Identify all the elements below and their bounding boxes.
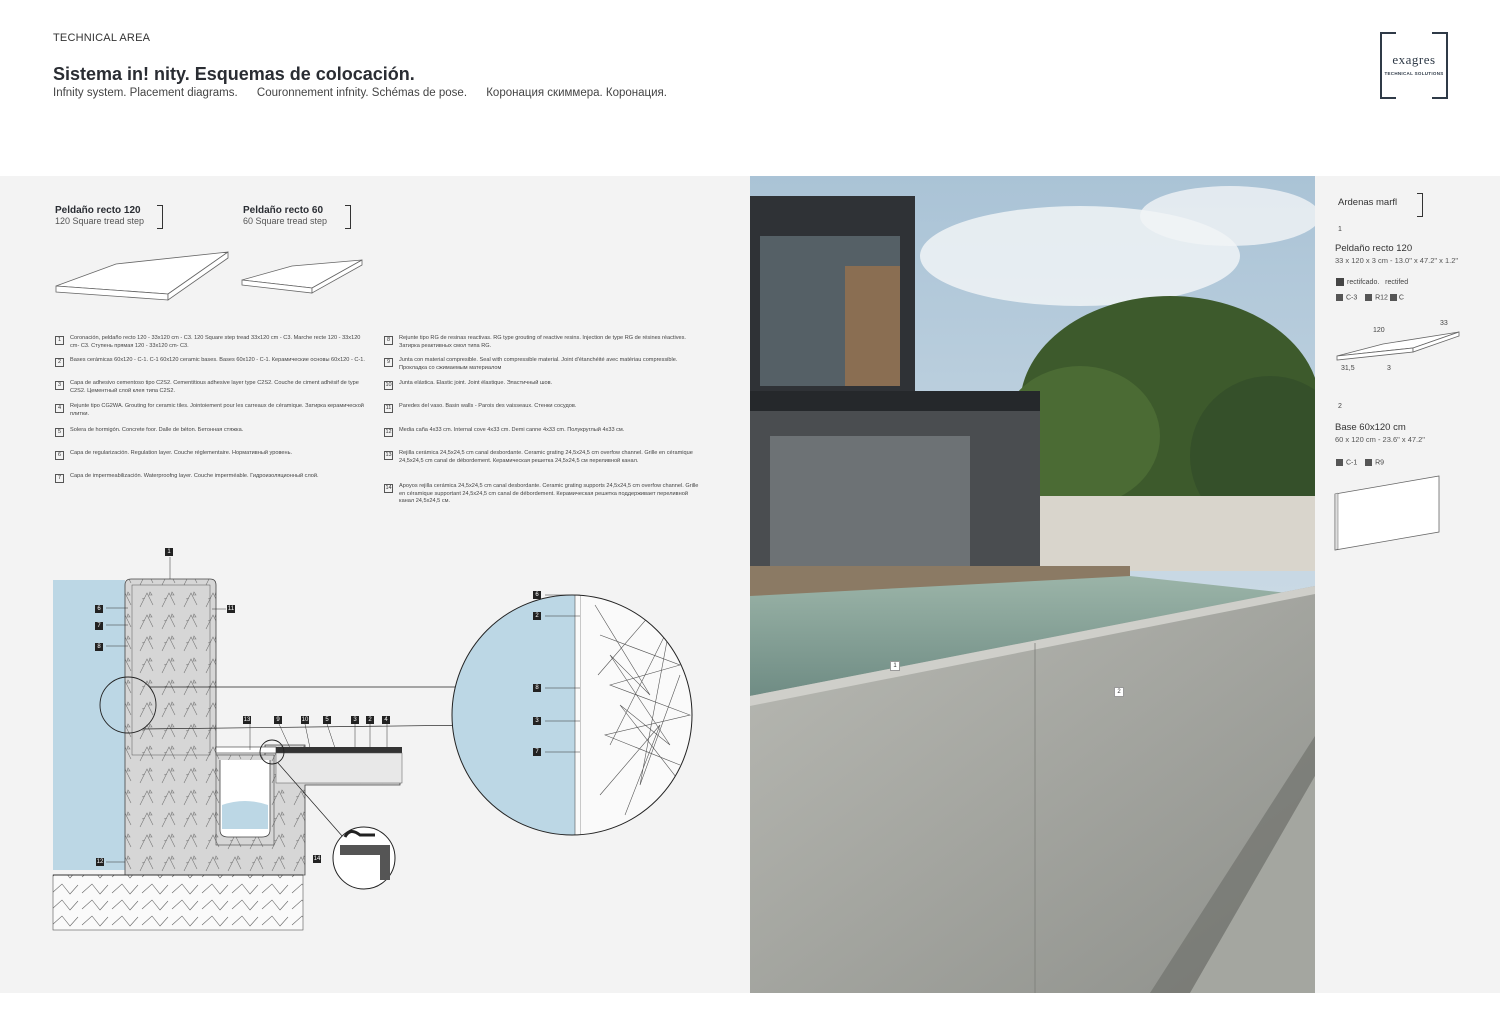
detail-callout-7: 7 (533, 748, 541, 756)
item-1-codes (1336, 294, 1404, 301)
callout-12: 12 (96, 859, 104, 865)
item-2-number: 2 (1338, 403, 1342, 410)
code-r12: R12 (1375, 294, 1388, 302)
code-c: C (1398, 294, 1404, 302)
step-120-drawing (56, 252, 228, 300)
rectified-row (1336, 278, 1408, 286)
legend-item: 1 Coronación, peldaño recto 120 - 33x120 cm - C3. 120 Square step tread 33x120 cm - C3. Marche recte 120 - 33x120 cm- C3. Ступень прямая 120 - 33x120 cm- C3. (55, 336, 375, 356)
step-120-title: Peldaño recto 120 (55, 205, 141, 216)
legend-item: 3 Capa de adhesivo cementoso tipo C2S2. Cementitious adhesive layer type C2S2. Couche de ciment adhésif de type C2S2. Цементный слой клея типа C2S2. (55, 381, 375, 401)
collection-name: Ardenas marfl (1338, 197, 1398, 208)
item-1-dims: 33 x 120 x 3 cm - 13.0" x 47.2" x 1.2" (1335, 256, 1459, 265)
legend-left (55, 336, 375, 496)
slip-icon (1365, 459, 1372, 466)
detail-callout-8: 8 (533, 684, 541, 692)
callout-9: 9 (274, 716, 282, 724)
base-slab (53, 875, 303, 930)
legend-right (384, 336, 704, 511)
slip-icon (1336, 459, 1343, 466)
callout-13: 13 (243, 717, 251, 723)
dim-120: 120 (1373, 327, 1385, 334)
photo-callout-1: 1 (890, 661, 900, 671)
rectified-es: rectifcado. (1347, 278, 1380, 286)
logo-tagline: TECHNICAL SOLUTIONS (1384, 71, 1444, 76)
step-60-title: Peldaño recto 60 (243, 205, 324, 216)
step-120-heading (55, 205, 144, 226)
page-subtitle (53, 87, 683, 99)
callout-5: 5 (323, 716, 331, 724)
code-c3: C-3 (1346, 294, 1358, 302)
pool-section-diagram (50, 545, 700, 935)
callout-1: 1 (165, 548, 173, 556)
code-c1: C-1 (1346, 459, 1358, 467)
item-2-drawing (1333, 472, 1445, 554)
legend-item: 13 Rejilla cerámica 24,5x24,5 cm canal desbordante. Ceramic grating 24,5x24,5 cm overfow channel. Grille en céramique 24,5x24,5 cm canal de débordement. Керамическая решетка 24,5x24,5 см переливной канал. (385, 450, 693, 464)
callout-8: 8 (95, 643, 103, 651)
section-label: TECHNICAL AREA (53, 32, 151, 44)
logo-name: exagres (1392, 52, 1436, 67)
item-2-dims: 60 x 120 cm - 23.6" x 47.2" (1335, 435, 1425, 444)
pool-photo-illustration (750, 176, 1315, 993)
item-2-title: Base 60x120 cm (1335, 422, 1406, 433)
callout-3: 3 (351, 716, 359, 724)
legend-item: 5 Solera de hormigón. Concrete foor. Dalle de béton. Бетонная стяжка. (55, 428, 375, 448)
page-title: Sistema in! nity. Esquemas de colocación. (53, 64, 415, 84)
item-1-number: 1 (1338, 226, 1342, 233)
pool-photo (750, 176, 1315, 993)
legend-item: 14 Apoyos rejilla cerámica 24,5x24,5 cm canal desbordante. Ceramic grating supports 24,5x24,5 cm overfow channel. Grille en céramique supportant 24,5x24,5 cm canal de débordement. Керамическая решетка поддерживает переливной канал 24,5x24,5 см. (385, 483, 699, 505)
step-drawings (52, 248, 372, 308)
item-2-codes (1336, 459, 1384, 466)
bracket-icon (1417, 193, 1423, 217)
legend-item: 7 Capa de impermeabilización. Waterproofng layer. Couche imperméable. Гидроизоляционный слой. (55, 474, 375, 494)
legend-item: 9 Junta con material compresible. Seal with compressible material. Joint d'étanchéité avec matériau compressible. Прокладка со сжимаемым материалом (384, 358, 704, 378)
bracket-icon (157, 205, 163, 229)
rectified-en: rectifed (1385, 278, 1409, 286)
dim-33: 33 (1440, 320, 1448, 327)
callout-11: 11 (227, 606, 235, 612)
slip-icon (1390, 294, 1397, 301)
code-r9: R9 (1375, 459, 1385, 467)
step-60-subtitle: 60 Square tread step (243, 216, 328, 226)
slip-icon (1336, 294, 1343, 301)
step-60-heading (243, 205, 327, 226)
bracket-icon (345, 205, 351, 229)
callout-7: 7 (95, 622, 103, 630)
dim-3: 3 (1387, 365, 1391, 372)
pool-water (53, 580, 125, 870)
step-60-drawing (242, 260, 362, 293)
callout-10: 10 (301, 717, 309, 723)
callout-14: 14 (313, 856, 321, 862)
legend-item: 6 Capa de regularización. Regulation layer. Couche réglementaire. Нормативный уровень. (55, 451, 375, 471)
step-120-subtitle: 120 Square tread step (55, 216, 145, 226)
legend-item: 12 Media caña 4x33 cm. Internal cove 4x33 cm. Demi canne 4x33 cm. Полукруглый 4x33 см. (385, 427, 625, 435)
legend-item: 11 Paredes del vaso. Basin walls - Parois des vaisseaux. Стенки сосудов. (385, 403, 577, 411)
subtitle-fr: Couronnement infnity. Schémas de pose. (256, 87, 468, 99)
photo-callout-2: 2 (1114, 687, 1124, 697)
ceramic-grating (216, 747, 276, 753)
legend-item: 4 Rejunte tipo CG2WA. Grouting for ceramic tiles. Jointoiement pour les carreaux de céramique. Затирка керамической плитки. (55, 404, 375, 424)
wall-detail-circle (450, 585, 700, 845)
detail-callout-3: 3 (533, 717, 541, 725)
legend-item: 10 Junta elástica. Elastic joint. Joint élastique. Эластичный шов. (385, 380, 553, 388)
brand-logo (1380, 32, 1448, 99)
detail-callout-6: 6 (533, 591, 541, 599)
dim-31-5: 31,5 (1341, 365, 1355, 372)
detail-callout-2: 2 (533, 612, 541, 620)
subtitle-ru: Коронация скиммера. Коронация. (486, 87, 667, 99)
callout-4: 4 (382, 716, 390, 724)
rectified-icon (1336, 278, 1344, 286)
item-1-title: Peldaño recto 120 (1335, 243, 1413, 254)
subtitle-en: Infnity system. Placement diagrams. (53, 87, 238, 99)
slip-icon (1365, 294, 1372, 301)
legend-item: 2 Bases cerámicas 60x120 - C-1. C-1 60x120 ceramic bases. Bases 60x120 - C-1. Керамические основы 60x120 - C-1. (55, 358, 375, 378)
callout-6: 6 (95, 605, 103, 613)
callout-2: 2 (366, 716, 374, 724)
floor-tiles (276, 747, 402, 753)
legend-item: 8 Rejunte tipo RG de resinas reactivas. RG type grouting of reactive resins. Injection de type RG de résines réactives. Затирка реактивных смол типа RG. (384, 336, 704, 356)
